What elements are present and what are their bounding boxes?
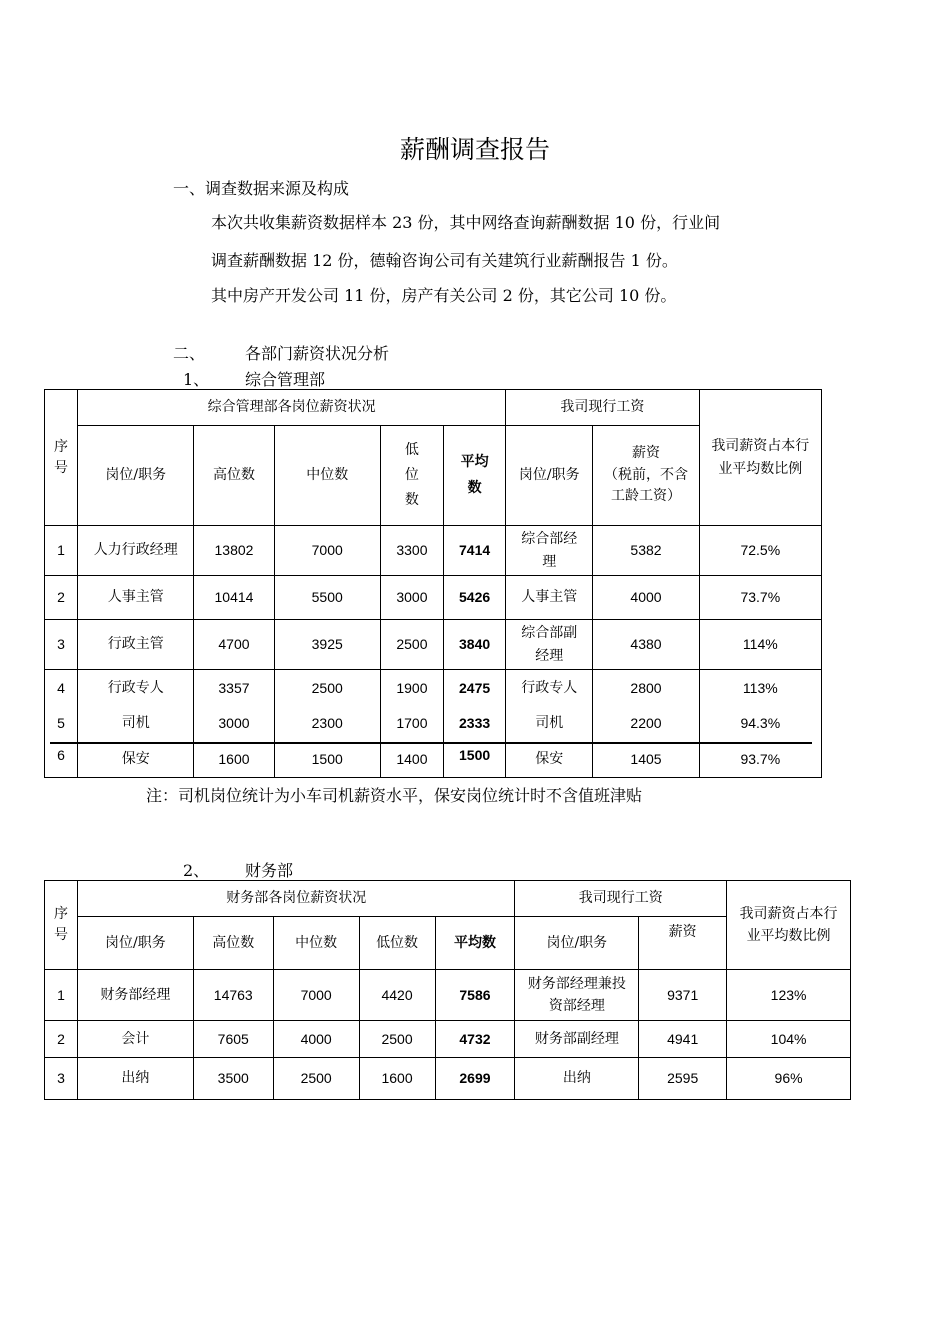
cell-high: 3000 [194,706,274,742]
table-finance-dept [44,880,851,1100]
header-our-salary: 薪资 [639,917,727,970]
table-row [45,1021,851,1058]
cell-ratio: 93.7% [699,742,821,778]
table-row [45,526,822,576]
header-our-salary-line3: 工龄工资） [611,488,681,505]
cell-our-position: 保安 [506,742,593,778]
cell-high: 13802 [194,526,274,576]
cell-seq: 3 [45,620,78,670]
section1-heading: 一、调查数据来源及构成 [173,179,350,198]
table-row [45,576,822,620]
cell-avg: 5426 [444,576,506,620]
header-low: 低位数 [359,917,435,970]
table2-subheading-num: 2、 [183,861,210,880]
cell-ratio: 104% [727,1021,851,1058]
cell-avg: 2333 [444,706,506,742]
header-avg: 平均数 [435,917,515,970]
header-high: 高位数 [194,426,274,526]
cell-mid: 3925 [274,620,380,670]
cell-high: 14763 [193,970,273,1021]
header-ratio [727,881,851,970]
cell-mid: 2500 [273,1058,359,1100]
table-comprehensive-dept [44,389,822,778]
header-ratio-text: 我司薪资占本行业平均数比例 [739,905,838,944]
page-title: 薪酬调查报告 [399,135,550,164]
cell-mid: 7000 [273,970,359,1021]
cell-avg: 7414 [444,526,506,576]
cell-mid: 7000 [274,526,380,576]
cell-our-salary: 5382 [593,526,699,576]
header-avg: 平均数 [444,426,506,526]
table-row [45,1058,851,1100]
table-row [45,670,822,706]
cell-seq: 2 [45,1021,78,1058]
cell-our-salary: 2800 [593,670,699,706]
cell-seq: 3 [45,1058,78,1100]
header-ours-group: 我司现行工资 [515,881,727,917]
cell-our-position: 人事主管 [506,576,593,620]
header-mid: 中位数 [273,917,359,970]
cell-low: 2500 [359,1021,435,1058]
header-industry-group: 综合管理部各岗位薪资状况 [78,390,506,426]
table1-subheading: 综合管理部 [245,370,326,389]
header-position: 岗位/职务 [77,917,193,970]
cell-low: 1700 [380,706,443,742]
cell-our-position: 综合部副经理 [506,620,593,670]
cell-position: 会计 [77,1021,193,1058]
cell-position: 财务部经理 [77,970,193,1021]
cell-low: 1400 [380,742,443,778]
header-industry-group: 财务部各岗位薪资状况 [77,881,514,917]
cell-mid: 2500 [274,670,380,706]
cell-seq: 4 [45,670,78,706]
table-row [45,706,822,742]
cell-high: 3357 [194,670,274,706]
cell-low: 2500 [380,620,443,670]
header-seq: 序号 [45,390,78,526]
cell-high: 3500 [193,1058,273,1100]
header-our-position: 岗位/职务 [506,426,593,526]
cell-seq: 1 [45,970,78,1021]
cell-avg: 4732 [435,1021,515,1058]
cell-ratio: 114% [699,620,821,670]
table1-note: 注：司机岗位统计为小车司机薪资水平，保安岗位统计时不含值班津贴 [146,786,643,805]
cell-seq: 1 [45,526,78,576]
table-row [45,620,822,670]
section2-heading-num: 二、 [173,344,206,363]
header-our-salary-line2: （税前，不含 [604,466,688,483]
cell-mid: 5500 [274,576,380,620]
cell-our-position: 司机 [506,706,593,742]
cell-our-salary: 4941 [639,1021,727,1058]
cell-low: 4420 [359,970,435,1021]
section1-line-1: 本次共收集薪资数据样本 23 份，其中网络查询薪酬数据 10 份，行业间 [211,213,721,232]
table-row [45,970,851,1021]
section1-line-2: 调查薪酬数据 12 份，德翰咨询公司有关建筑行业薪酬报告 1 份。 [211,251,678,270]
header-ratio [699,390,821,526]
cell-high: 7605 [193,1021,273,1058]
cell-our-salary: 4380 [593,620,699,670]
cell-avg: 7586 [435,970,515,1021]
cell-avg: 1500 [444,742,506,778]
cell-position: 人力行政经理 [78,526,194,576]
header-position: 岗位/职务 [78,426,194,526]
table1-subheading-num: 1、 [183,370,210,389]
header-low: 低位数 [380,426,443,526]
cell-our-salary: 1405 [593,742,699,778]
cell-position: 出纳 [77,1058,193,1100]
header-ours-group: 我司现行工资 [506,390,699,426]
cell-our-position: 综合部经理 [506,526,593,576]
cell-our-position: 行政专人 [506,670,593,706]
header-our-salary [593,426,699,526]
cell-mid: 4000 [273,1021,359,1058]
header-mid: 中位数 [274,426,380,526]
cell-avg: 2699 [435,1058,515,1100]
cell-high: 4700 [194,620,274,670]
cell-seq: 5 [45,706,78,742]
cell-ratio: 73.7% [699,576,821,620]
cell-ratio: 96% [727,1058,851,1100]
header-our-salary-line1: 薪资 [632,444,660,461]
cell-high: 10414 [194,576,274,620]
cell-our-salary: 9371 [639,970,727,1021]
cell-low: 3300 [380,526,443,576]
row-separator-line [50,742,812,744]
cell-position: 司机 [78,706,194,742]
cell-low: 1900 [380,670,443,706]
header-our-position: 岗位/职务 [515,917,639,970]
cell-avg: 2475 [444,670,506,706]
section1-line-3: 其中房产开发公司 11 份，房产有关公司 2 份，其它公司 10 份。 [211,286,677,305]
cell-ratio: 123% [727,970,851,1021]
cell-position: 行政专人 [78,670,194,706]
cell-mid: 2300 [274,706,380,742]
cell-our-salary: 4000 [593,576,699,620]
header-ratio-text: 我司薪资占本行业平均数比例 [711,438,810,477]
cell-low: 1600 [359,1058,435,1100]
cell-our-position: 出纳 [515,1058,639,1100]
cell-our-salary: 2200 [593,706,699,742]
cell-position: 保安 [78,742,194,778]
cell-mid: 1500 [274,742,380,778]
cell-our-position: 财务部经理兼投资部经理 [515,970,639,1021]
cell-ratio: 72.5% [699,526,821,576]
cell-avg: 3840 [444,620,506,670]
cell-position: 人事主管 [78,576,194,620]
table-row [45,742,822,778]
table2-subheading: 财务部 [245,861,294,880]
cell-ratio: 113% [699,670,821,706]
cell-our-position: 财务部副经理 [515,1021,639,1058]
cell-high: 1600 [194,742,274,778]
header-seq: 序号 [45,881,78,970]
section2-heading: 各部门薪资状况分析 [245,344,390,363]
cell-low: 3000 [380,576,443,620]
cell-position: 行政主管 [78,620,194,670]
cell-seq: 2 [45,576,78,620]
cell-our-salary: 2595 [639,1058,727,1100]
cell-seq: 6 [45,742,78,778]
header-high: 高位数 [193,917,273,970]
cell-ratio: 94.3% [699,706,821,742]
